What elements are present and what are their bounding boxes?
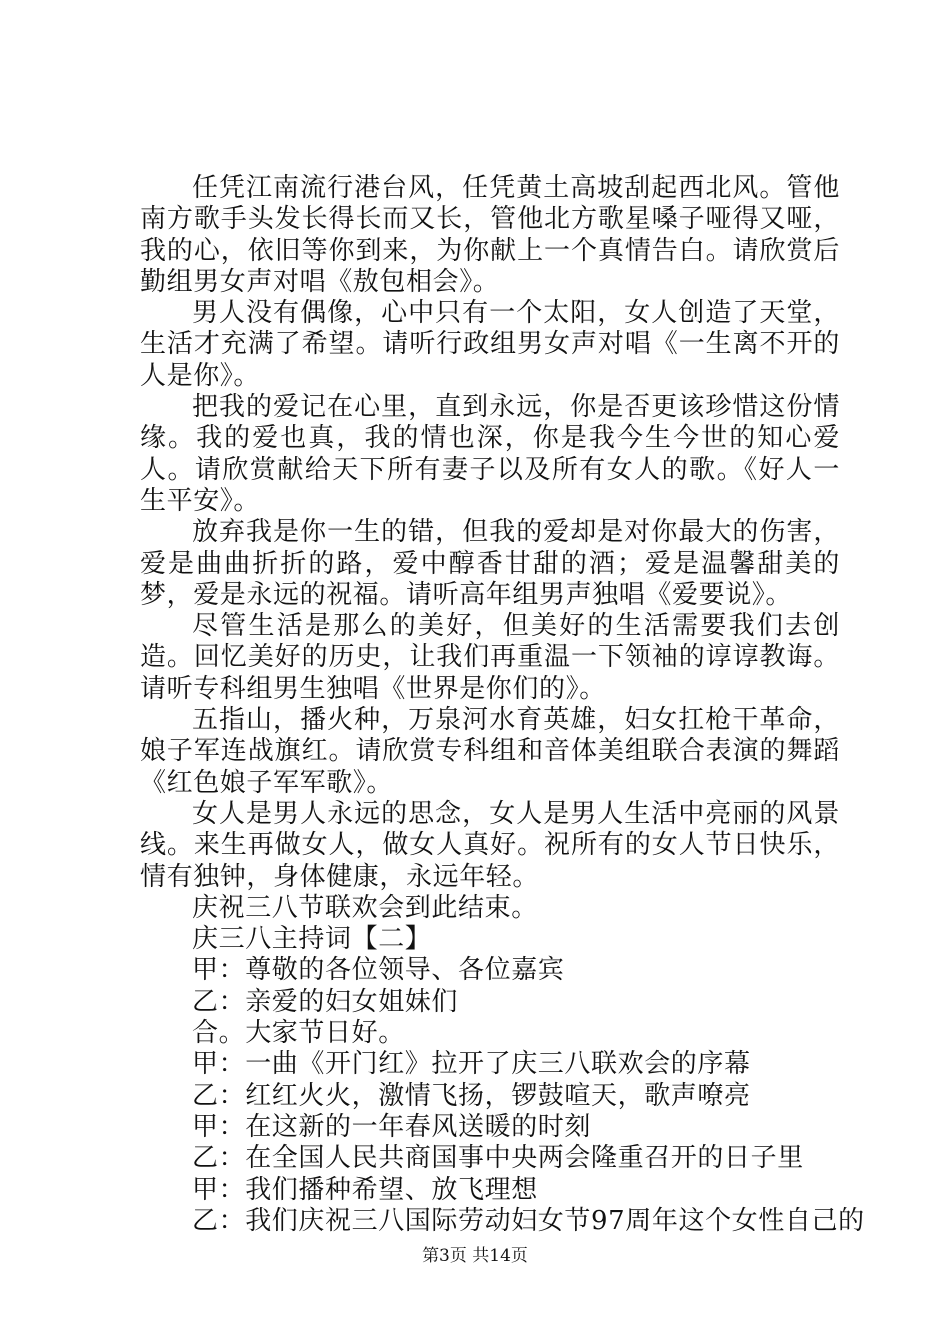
dialogue-line: 乙：我们庆祝三八国际劳动妇女节97周年这个女性自己的 <box>192 1205 865 1236</box>
dialogue-line: 乙：亲爱的妇女姐妹们 <box>192 986 459 1017</box>
dialogue-line: 甲：尊敬的各位领导、各位嘉宾 <box>192 955 565 986</box>
paragraph-1: 任凭江南流行港台风，任凭黄土高坡刮起西北风。管他南方歌手头发长得长而又长，管他北方歌星嗓子哑得又哑，我的心，依旧等你到来，为你献上一个真情告白。请欣赏后勤组男女声对唱《敖包相会》。 <box>140 173 840 297</box>
dialogue-line: 乙：在全国人民共商国事中央两会隆重召开的日子里 <box>192 1143 804 1174</box>
dialogue-line: 甲：我们播种希望、放飞理想 <box>192 1174 538 1205</box>
page-number-footer: 第3页 共14页 <box>422 1246 528 1266</box>
dialogue-line: 甲：一曲《开门红》拉开了庆三八联欢会的序幕 <box>192 1049 751 1080</box>
body-text <box>140 173 865 1237</box>
dialogue-line: 合。大家节日好。 <box>192 1018 405 1049</box>
paragraph-5: 尽管生活是那么的美好，但美好的生活需要我们去创造。回忆美好的历史，让我们再重温一下领袖的谆谆教诲。请听专科组男生独唱《世界是你们的》。 <box>140 611 840 704</box>
paragraph-2: 男人没有偶像，心中只有一个太阳，女人创造了天堂，生活才充满了希望。请听行政组男女声对唱《一生离不开的人是你》。 <box>140 298 840 391</box>
dialogue-line: 乙：红红火火，激情飞扬，锣鼓喧天，歌声嘹亮 <box>192 1080 751 1111</box>
paragraph-6: 五指山，播火种，万泉河水育英雄，妇女扛枪干革命，娘子军连战旗红。请欣赏专科组和音体美组联合表演的舞蹈《红色娘子军军歌》。 <box>140 705 840 798</box>
paragraph-7: 女人是男人永远的思念，女人是男人生活中亮丽的风景线。来生再做女人，做女人真好。祝所有的女人节日快乐，情有独钟，身体健康，永远年轻。 <box>140 798 840 892</box>
dialogue-line: 甲：在这新的一年春风送暖的时刻 <box>192 1111 592 1142</box>
paragraph-4: 放弃我是你一生的错，但我的爱却是对你最大的伤害，爱是曲曲折折的路，爱中醇香甘甜的酒；爱是温馨甜美的梦，爱是永远的祝福。请听高年组男声独唱《爱要说》。 <box>140 517 840 610</box>
closing-line: 庆祝三八节联欢会到此结束。 <box>192 892 538 923</box>
paragraph-3: 把我的爱记在心里，直到永远，你是否更该珍惜这份情缘。我的爱也真，我的情也深，你是我今生今世的知心爱人。请欣赏献给天下所有妻子以及所有女人的歌。《好人一生平安》。 <box>140 392 840 516</box>
section-heading: 庆三八主持词【二】 <box>192 924 432 955</box>
